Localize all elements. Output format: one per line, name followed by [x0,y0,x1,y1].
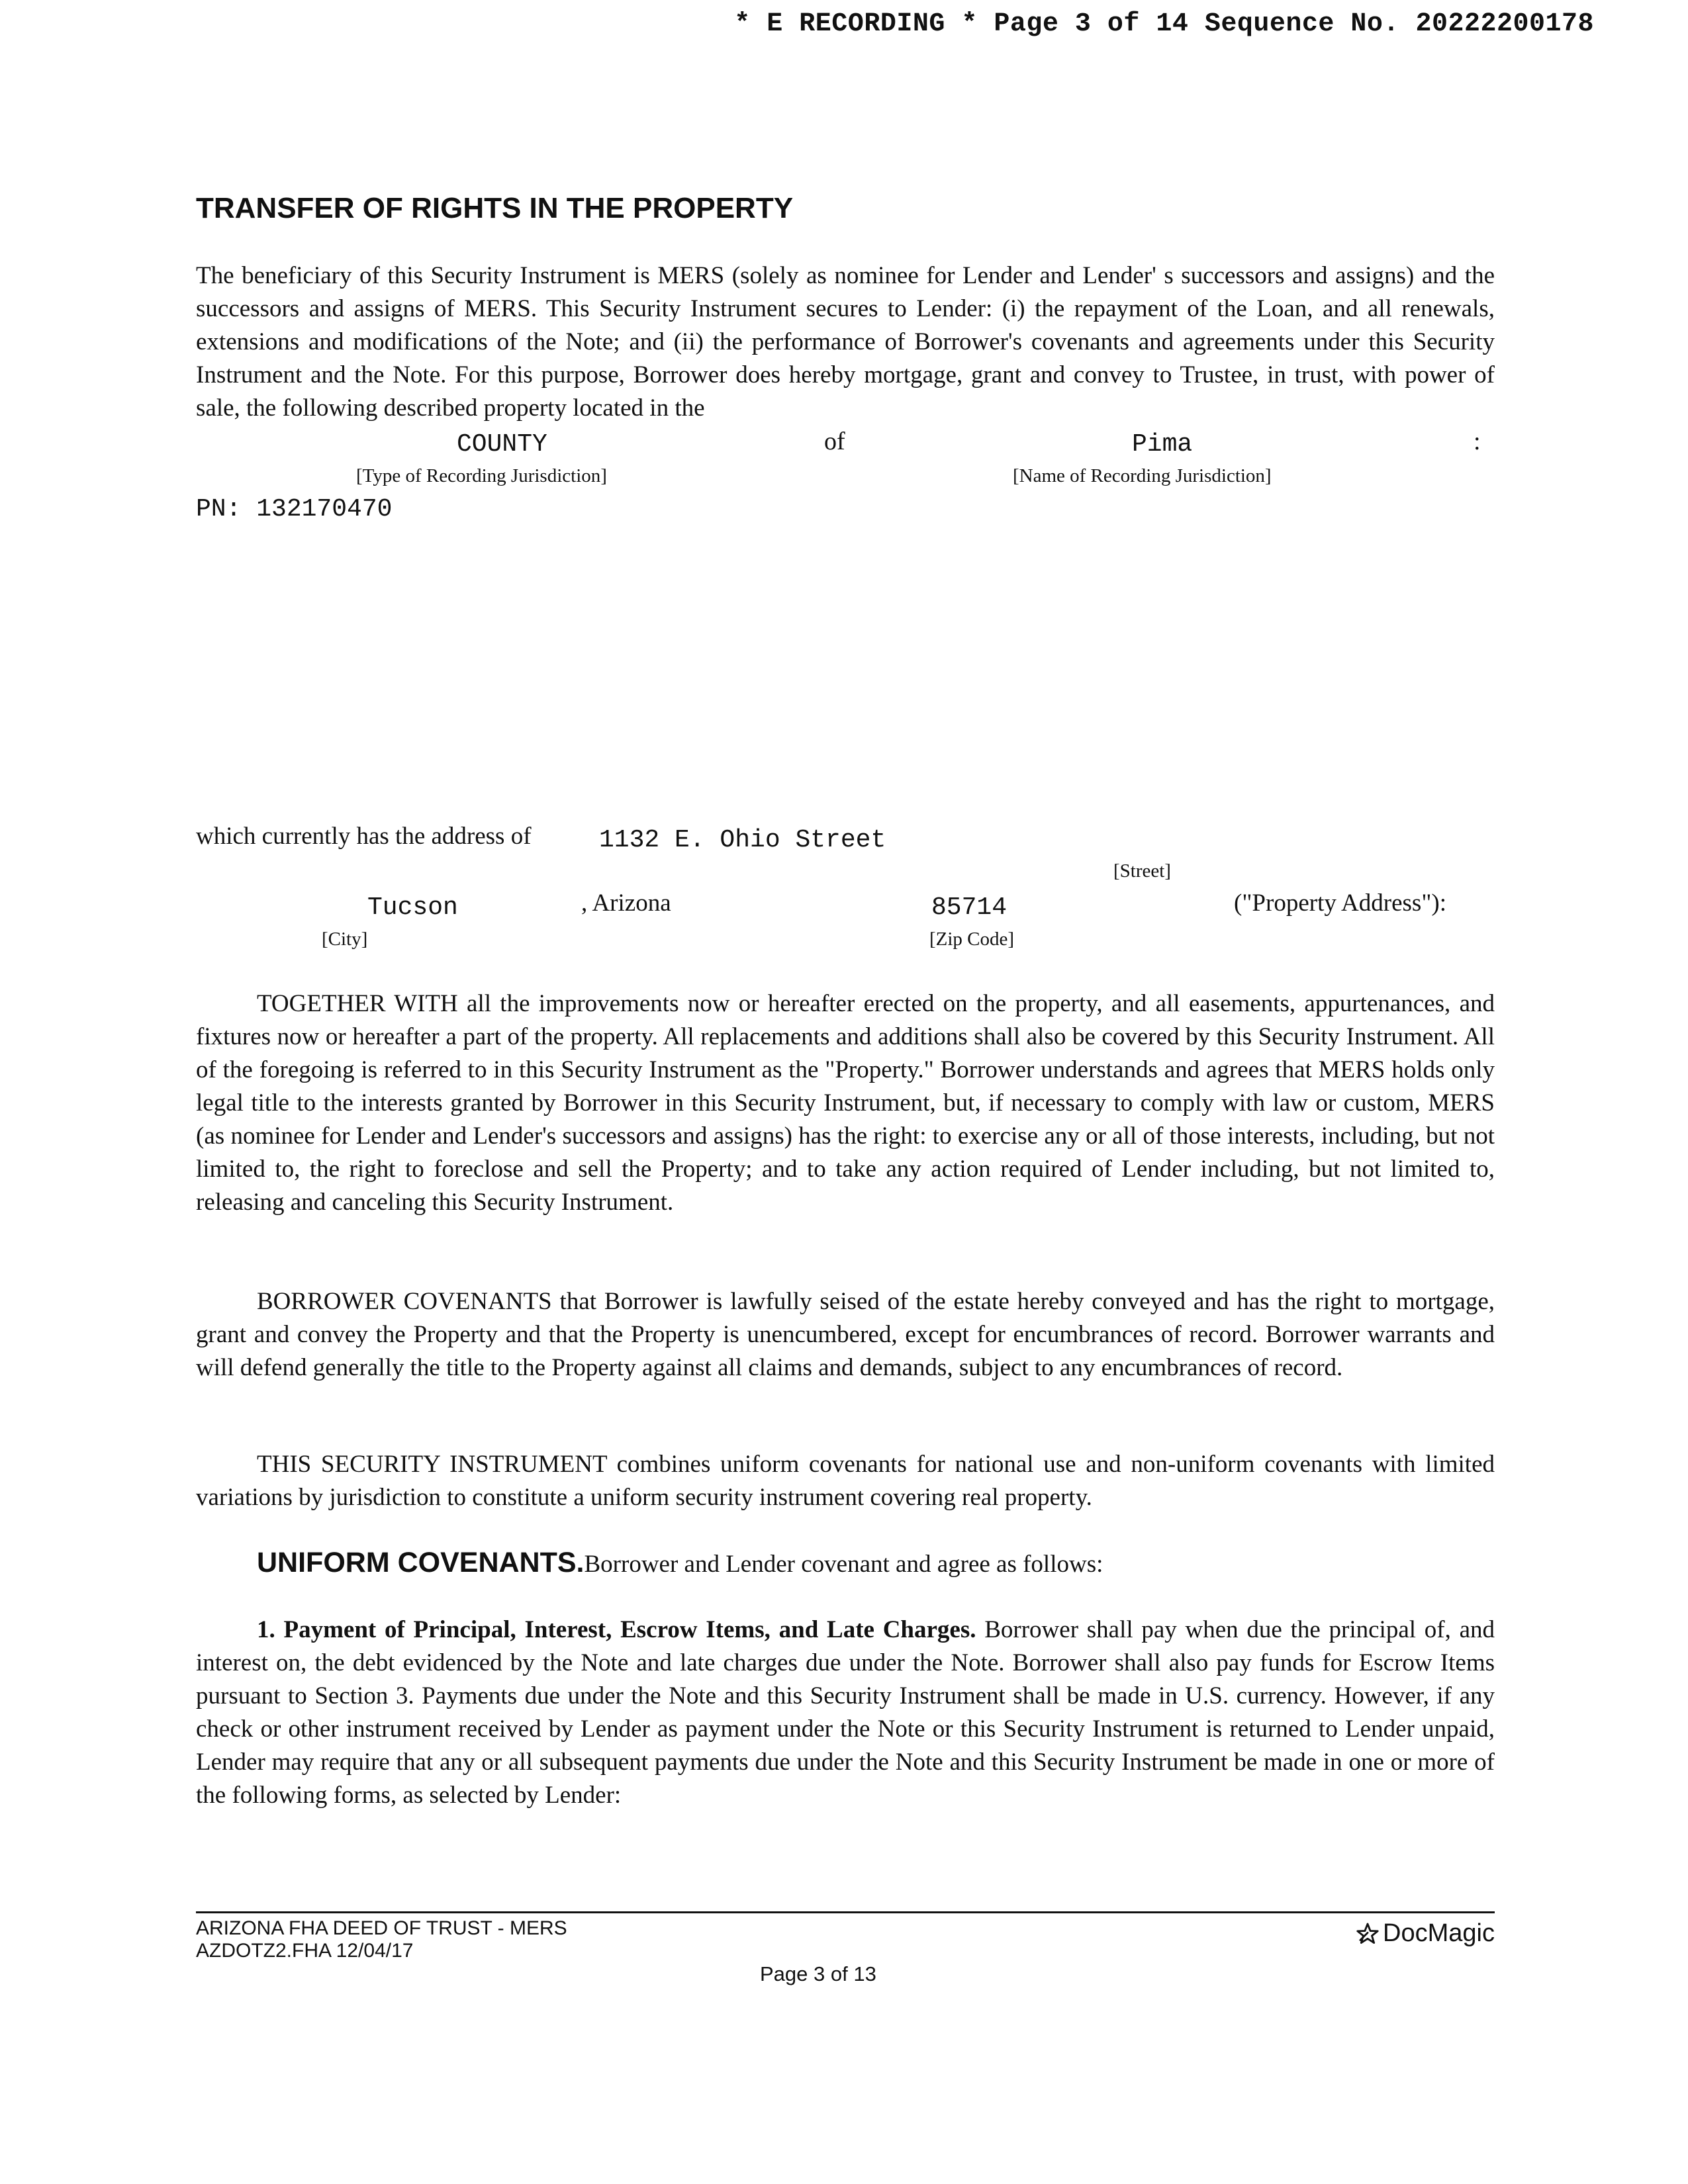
parcel-number: PN: 132170470 [196,495,393,523]
section-title: TRANSFER OF RIGHTS IN THE PROPERTY [196,192,794,224]
street-value: 1132 E. Ohio Street [599,826,886,854]
address-lead-text: which currently has the address of [196,823,532,850]
footer-form-code: AZDOTZ2.FHA 12/04/17 [196,1940,414,1962]
jurisdiction-of-word: of [824,428,845,455]
footer-page-number: Page 3 of 13 [760,1962,876,1985]
jurisdiction-type-caption: [Type of Recording Jurisdiction] [356,465,607,486]
street-caption: [Street] [1113,860,1171,882]
section-1-paragraph [196,1614,1495,1812]
section-1-text: Borrower shall pay when due the principal of, and interest on, the debt evidenced by the Note and late charges due under the Note. Borrower shall also pay funds for Escrow Items pursuant to Section 3. Payments due under the Note and this Security Instrument shall be made in U.S. currency. However, if any check or other instrument received by Lender as payment under the Note or this Security Instrument is returned to Lender unpaid, Lender may require that any or all subsequent payments due under the Note and this Security Instrument be made in one or more of the following forms, as selected by Lender: [196,1616,1495,1809]
uniform-covenants-paragraph [196,1546,1495,1581]
beneficiary-paragraph: The beneficiary of this Security Instrument is MERS (solely as nominee for Lender and Lender' s successors and assigns) and the successors and assigns of MERS. This Security Instrument secures to Lender: (i) the repayment of the Loan, and all renewals, extensions and modifications of the Note; and (ii) the performance of Borrower's covenants and agreements under this Security Instrument and the Note. For this purpose, Borrower does hereby mortgage, grant and convey to Trustee, in trust, with power of sale, the following described property located in the [196,262,1495,422]
footer-form-name: ARIZONA FHA DEED OF TRUST - MERS [196,1917,567,1939]
together-with-paragraph: TOGETHER WITH all the improvements now or hereafter erected on the property, and all easements, appurtenances, and fixtures now or hereafter a part of the property. All replacements and additions shall also be covered by this Security Instrument. All of the foregoing is referred to in this Security Instrument as the "Property." Borrower understands and agrees that MERS holds only legal title to the interests granted by Borrower in this Security Instrument, but, if necessary to comply with law or custom, MERS (as nominee for Lender and Lender's successors and assigns) has the right: to exercise any or all of those interests, including, but not limited to, the right to foreclose and sell the Property; and to take any action required of Lender including, but not limited to, releasing and canceling this Security Instrument. [196,990,1495,1216]
footer-divider [196,1911,1495,1913]
jurisdiction-name-caption: [Name of Recording Jurisdiction] [1013,465,1272,486]
uniform-covenants-heading: UNIFORM COVENANTS. [257,1547,585,1578]
recording-stamp: * E RECORDING * Page 3 of 14 Sequence No. 20222200178 [734,9,1594,39]
property-address-label: ("Property Address"): [1234,889,1447,917]
city-value: Tucson [367,893,458,922]
jurisdiction-colon: : [1474,428,1481,455]
security-instrument-paragraph: THIS SECURITY INSTRUMENT combines uniform covenants for national use and non-uniform covenants with limited variations by jurisdiction to constitute a uniform security instrument covering real property. [196,1451,1495,1511]
jurisdiction-name-value: Pima [1132,430,1193,459]
zip-value: 85714 [931,893,1008,922]
borrower-covenants-paragraph: BORROWER COVENANTS that Borrower is lawfully seised of the estate hereby conveyed and has the right to mortgage, grant and convey the Property and that the Property is unencumbered, except for encumbrances of record. Borrower warrants and will defend generally the title to the Property against all claims and demands, subject to any encumbrances of record. [196,1288,1495,1381]
zip-caption: [Zip Code] [929,929,1015,950]
state-text: , Arizona [581,889,671,917]
jurisdiction-type-value: COUNTY [457,430,547,459]
docmagic-logo [1355,1919,1495,1948]
uniform-covenants-text: Borrower and Lender covenant and agree as follows: [584,1551,1103,1578]
star-icon [1355,1921,1380,1946]
section-1-heading: 1. Payment of Principal, Interest, Escrow Items, and Late Charges. [257,1616,976,1643]
docmagic-logo-text: DocMagic [1383,1919,1495,1947]
city-caption: [City] [322,929,368,950]
